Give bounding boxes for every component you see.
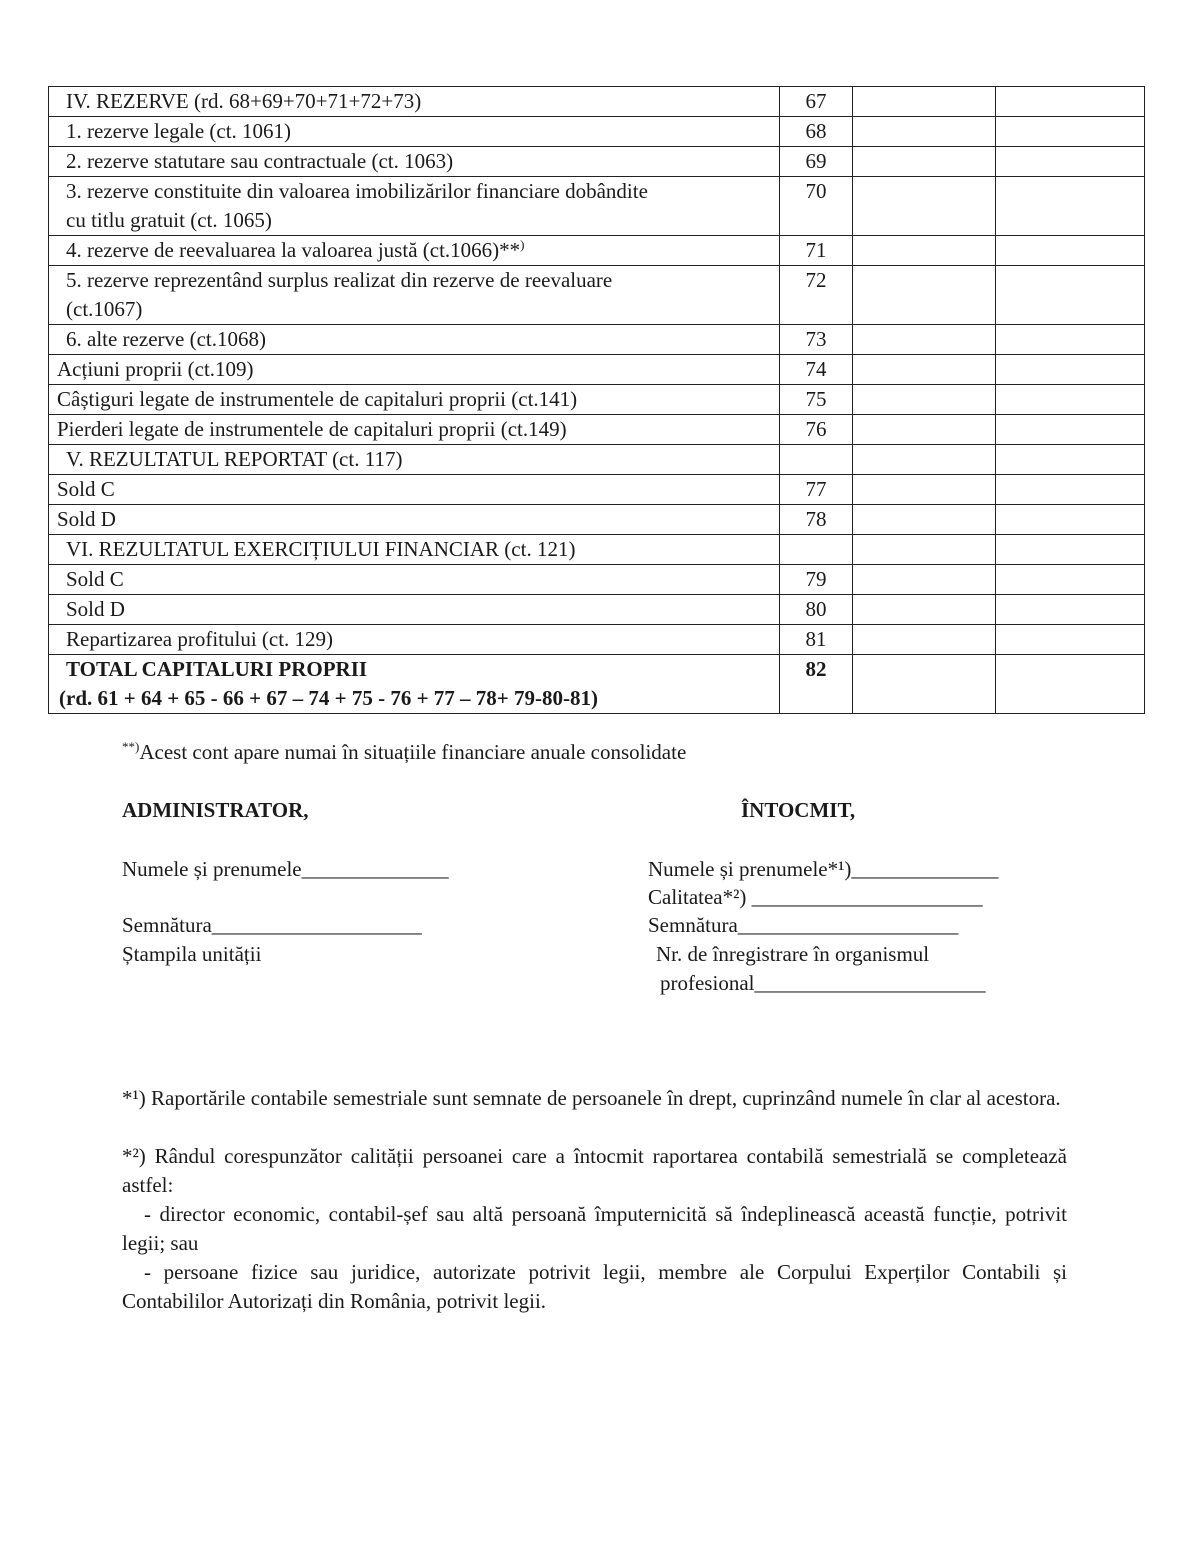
note-text: Acest cont apare numai în situațiile financiare anuale consolidate xyxy=(139,740,687,764)
table-row xyxy=(49,355,1145,385)
row-label xyxy=(49,117,780,147)
row-label xyxy=(49,595,780,625)
value-cell-previous xyxy=(853,625,996,655)
value-cell-current xyxy=(996,117,1145,147)
table-row xyxy=(49,595,1145,625)
row-label-text: 6. alte rezerve (ct.1068) xyxy=(66,327,266,351)
table-row xyxy=(49,655,1145,714)
row-label xyxy=(49,236,780,266)
footnote-note xyxy=(122,738,686,767)
value-cell-current xyxy=(996,266,1145,325)
value-cell-current xyxy=(996,236,1145,266)
value-cell-previous xyxy=(853,355,996,385)
row-label-text: 4. rezerve de reevaluarea la valoarea justă (ct.1066)** xyxy=(66,238,521,262)
intocmit-heading: ÎNTOCMIT, xyxy=(741,798,856,822)
table-row xyxy=(49,177,1145,236)
row-number: 72 xyxy=(780,266,853,325)
table-row xyxy=(49,236,1145,266)
table-row xyxy=(49,117,1145,147)
administrator-signature-line: Semnătura____________________ xyxy=(122,913,422,937)
row-number: 70 xyxy=(780,177,853,236)
value-cell-previous xyxy=(853,87,996,117)
row-number: 71 xyxy=(780,236,853,266)
equity-table xyxy=(48,86,1145,714)
footnote-2: *²) Rândul corespunzător calității persoanei care a întocmit raportarea contabilă semestrială se completează astfel: xyxy=(122,1144,1067,1197)
table-row xyxy=(49,475,1145,505)
row-label xyxy=(49,266,780,325)
row-label-text: VI. REZULTATUL EXERCIȚIULUI FINANCIAR (ct. 121) xyxy=(66,537,576,561)
row-label-text: 3. rezerve constituite din valoarea imobilizărilor financiare dobândite xyxy=(66,179,648,203)
row-number: 78 xyxy=(780,505,853,535)
value-cell-previous xyxy=(853,415,996,445)
row-label xyxy=(49,177,780,236)
value-cell-current xyxy=(996,625,1145,655)
row-number: 82 xyxy=(780,655,853,714)
row-number: 73 xyxy=(780,325,853,355)
row-number: 76 xyxy=(780,415,853,445)
row-label-text: IV. REZERVE (rd. 68+69+70+71+72+73) xyxy=(66,89,422,113)
row-label xyxy=(49,385,780,415)
footnote-4: - persoane fizice sau juridice, autorizate potrivit legii, membre ale Corpului Experților Contabili și Contabililor Autorizați din România, potrivit legii. xyxy=(122,1260,1067,1313)
row-number: 68 xyxy=(780,117,853,147)
row-label xyxy=(49,535,780,565)
value-cell-previous xyxy=(853,177,996,236)
row-label xyxy=(49,355,780,385)
row-label-text: Pierderi legate de instrumentele de capitaluri proprii (ct.149) xyxy=(57,417,567,441)
value-cell-current xyxy=(996,415,1145,445)
value-cell-previous xyxy=(853,325,996,355)
value-cell-current xyxy=(996,87,1145,117)
row-label-text: Repartizarea profitului (ct. 129) xyxy=(66,627,334,651)
row-label-text: Sold D xyxy=(57,507,116,531)
row-label-text: Acțiuni proprii (ct.109) xyxy=(57,357,254,381)
value-cell-previous xyxy=(853,655,996,714)
table-row xyxy=(49,266,1145,325)
table-row xyxy=(49,445,1145,475)
value-cell-current xyxy=(996,385,1145,415)
row-label xyxy=(49,325,780,355)
row-label xyxy=(49,415,780,445)
row-label-text: TOTAL CAPITALURI PROPRII xyxy=(66,657,368,681)
row-number: 69 xyxy=(780,147,853,177)
footnote-3: - director economic, contabil-șef sau altă persoană împuternicită să îndeplinească această funcție, potrivit legii; sau xyxy=(122,1202,1067,1255)
table-row xyxy=(49,415,1145,445)
row-number: 77 xyxy=(780,475,853,505)
administrator-name-line: Numele și prenumele______________ xyxy=(122,857,449,881)
row-number xyxy=(780,445,853,475)
value-cell-previous xyxy=(853,147,996,177)
table-row xyxy=(49,505,1145,535)
row-label xyxy=(49,445,780,475)
value-cell-previous xyxy=(853,565,996,595)
table-row xyxy=(49,385,1145,415)
value-cell-previous xyxy=(853,236,996,266)
administrator-stamp-line: Ștampila unității xyxy=(122,942,262,966)
value-cell-previous xyxy=(853,505,996,535)
row-number xyxy=(780,535,853,565)
value-cell-previous xyxy=(853,535,996,565)
row-label-text: Sold D xyxy=(66,597,125,621)
value-cell-previous xyxy=(853,385,996,415)
table-row xyxy=(49,625,1145,655)
value-cell-current xyxy=(996,445,1145,475)
row-number: 79 xyxy=(780,565,853,595)
value-cell-previous xyxy=(853,475,996,505)
value-cell-current xyxy=(996,147,1145,177)
intocmit-registration-line-1: Nr. de înregistrare în organismul xyxy=(656,942,930,966)
row-label-text: Sold C xyxy=(57,477,115,501)
value-cell-current xyxy=(996,475,1145,505)
value-cell-current xyxy=(996,565,1145,595)
value-cell-previous xyxy=(853,266,996,325)
table-row xyxy=(49,325,1145,355)
row-label xyxy=(49,625,780,655)
row-label xyxy=(49,655,780,714)
table-row xyxy=(49,565,1145,595)
value-cell-previous xyxy=(853,117,996,147)
value-cell-current xyxy=(996,355,1145,385)
row-label-text: 5. rezerve reprezentând surplus realizat din rezerve de reevaluare xyxy=(66,268,613,292)
row-label-text: Câștiguri legate de instrumentele de capitaluri proprii (ct.141) xyxy=(57,387,578,411)
row-number: 67 xyxy=(780,87,853,117)
intocmit-quality-line: Calitatea*²) ______________________ xyxy=(648,885,983,909)
row-label-text: 2. rezerve statutare sau contractuale (ct. 1063) xyxy=(66,149,454,173)
value-cell-current xyxy=(996,505,1145,535)
table-row xyxy=(49,535,1145,565)
footnote-1: *¹) Raportările contabile semestriale sunt semnate de persoanele în drept, cuprinzând numele în clar al acestora. xyxy=(122,1086,1061,1110)
value-cell-current xyxy=(996,535,1145,565)
value-cell-previous xyxy=(853,445,996,475)
row-label xyxy=(49,505,780,535)
administrator-heading: ADMINISTRATOR, xyxy=(122,798,309,822)
table-row xyxy=(49,147,1145,177)
value-cell-current xyxy=(996,177,1145,236)
row-label xyxy=(49,87,780,117)
row-label-text: Sold C xyxy=(66,567,124,591)
row-number: 74 xyxy=(780,355,853,385)
value-cell-previous xyxy=(853,595,996,625)
value-cell-current xyxy=(996,655,1145,714)
intocmit-registration-line-2: profesional______________________ xyxy=(660,971,986,995)
table-row xyxy=(49,87,1145,117)
row-label xyxy=(49,147,780,177)
row-label xyxy=(49,475,780,505)
row-number: 81 xyxy=(780,625,853,655)
row-label-continuation: cu titlu gratuit (ct. 1065) xyxy=(66,208,272,232)
row-number: 80 xyxy=(780,595,853,625)
row-label-continuation: (ct.1067) xyxy=(66,297,143,321)
row-label xyxy=(49,565,780,595)
row-label-continuation: (rd. 61 + 64 + 65 - 66 + 67 – 74 + 75 - 76 + 77 – 78+ 79-80-81) xyxy=(59,686,599,710)
row-label-text: 1. rezerve legale (ct. 1061) xyxy=(66,119,292,143)
row-label-sup: ) xyxy=(520,237,525,252)
row-number: 75 xyxy=(780,385,853,415)
row-label-text: V. REZULTATUL REPORTAT (ct. 117) xyxy=(66,447,403,471)
value-cell-current xyxy=(996,595,1145,625)
note-marker: **) xyxy=(122,739,140,754)
intocmit-signature-line: Semnătura_____________________ xyxy=(648,913,959,937)
intocmit-name-line: Numele și prenumele*¹)______________ xyxy=(648,857,999,881)
value-cell-current xyxy=(996,325,1145,355)
